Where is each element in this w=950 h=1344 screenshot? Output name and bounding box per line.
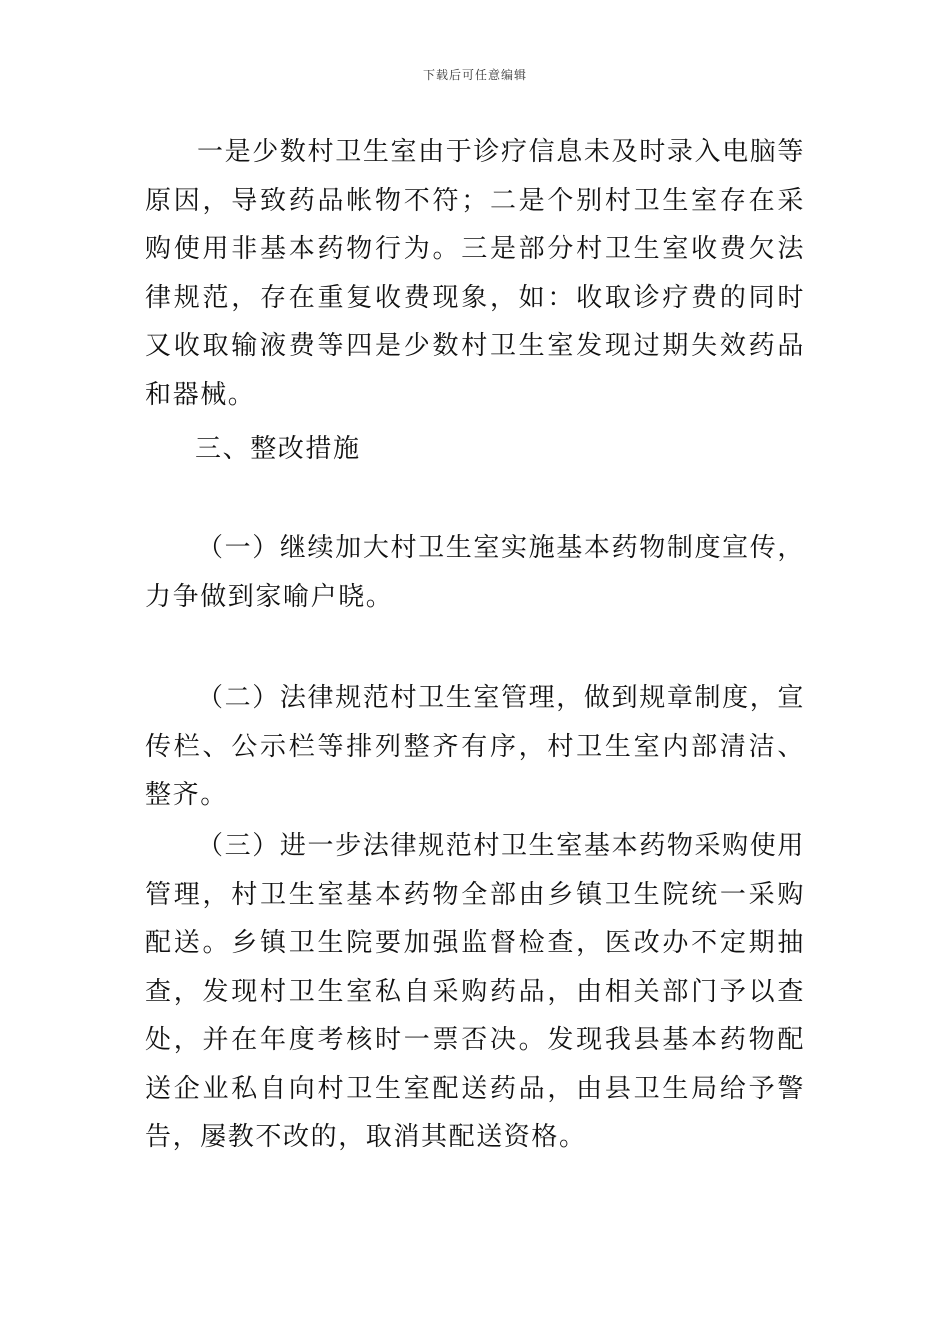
measure-paragraph-2: （二）法律规范村卫生室管理，做到规章制度，宣传栏、公示栏等排列整齐有序，村卫生室内部清洁、整齐。	[145, 683, 805, 810]
measure-paragraph-3: （三）进一步法律规范村卫生室基本药物采购使用管理，村卫生室基本药物全部由乡镇卫生院统一采购配送。乡镇卫生院要加强监督检查，医改办不定期抽查，发现村卫生室私自采购药品，由相关部门予以查处，并在年度考核时一票否决。发现我县基本药物配送企业私自向村卫生室配送药品，由县卫生局给予警告，屡教不改的，取消其配送资格。	[145, 831, 805, 1152]
section-heading: 三、整改措施	[195, 434, 361, 464]
header-note: 下载后可任意编辑	[422, 68, 527, 82]
paragraph-problems: 一是少数村卫生室由于诊疗信息未及时录入电脑等原因，导致药品帐物不符；二是个别村卫生室存在采购使用非基本药物行为。三是部分村卫生室收费欠法律规范，存在重复收费现象，如：收取诊疗费的同时又收取输液费等四是少数村卫生室发现过期失效药品和器械。	[145, 137, 805, 410]
measure-paragraph-1: （一）继续加大村卫生室实施基本药物制度宣传，力争做到家喻户晓。	[145, 533, 805, 612]
